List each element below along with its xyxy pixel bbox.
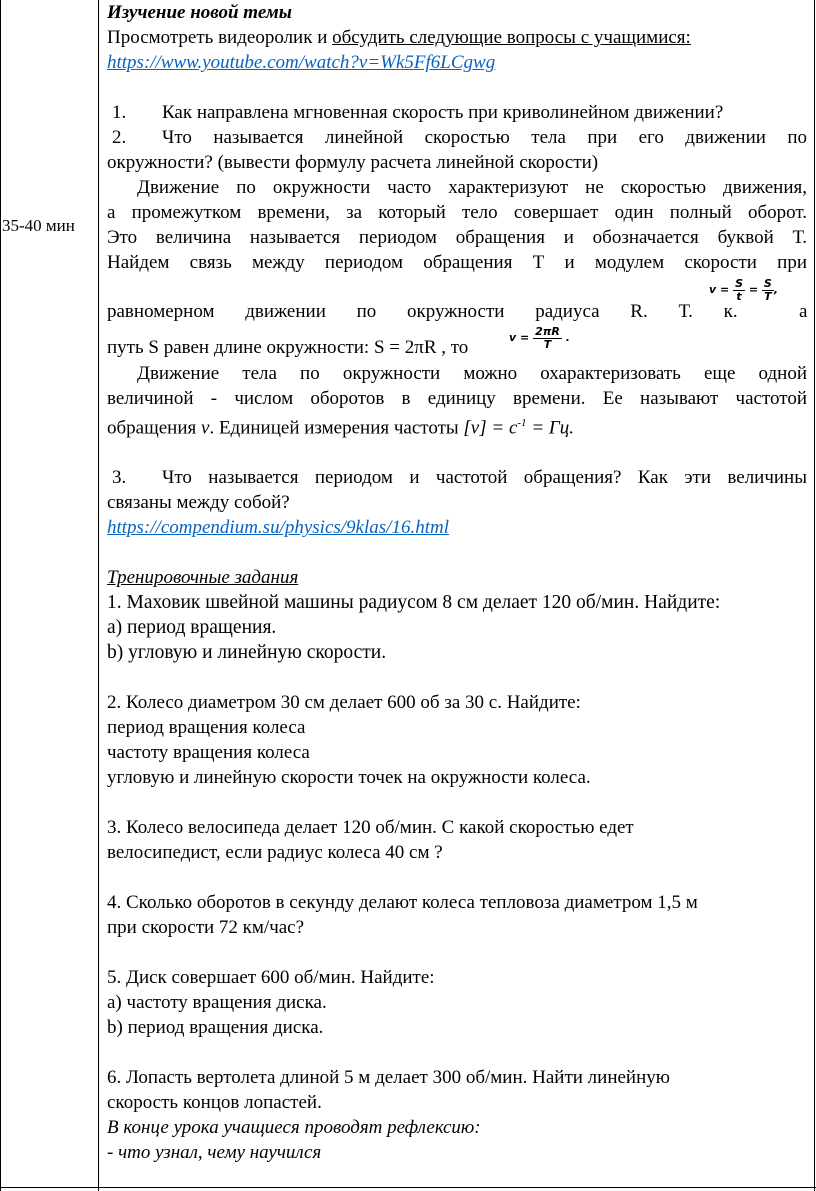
compendium-link[interactable]: https://compendium.su/physics/9klas/16.html (107, 517, 449, 539)
velocity-formula-image: v = $\frac{S}{t}$ = $\frac{S}{T}$ , (709, 276, 779, 303)
task-4: 4. Сколько оборотов в секунду делают колеса тепловоза диаметром 1,5 м (107, 892, 698, 914)
formula-line-2: путь S равен длине окружности: S = 2πR , то v = $\frac{2\pi R}{T}$ . (107, 324, 570, 358)
training-title: Тренировочные задания (107, 567, 299, 589)
task-1-b: b) угловую и линейную скорости. (107, 642, 387, 664)
paragraph-line: Движение тела по окружности можно охарактеризовать еще одной (137, 363, 807, 384)
time-cell: 35-40 мин (2, 216, 75, 235)
intro-line (107, 25, 807, 50)
intro-underlined: обсудить следующие вопросы с учащимися: (332, 27, 691, 48)
task-2-a: период вращения колеса (107, 717, 306, 739)
task-5-a: а) частоту вращения диска. (107, 992, 327, 1014)
reflection-item: - что узнал, чему научился (107, 1142, 322, 1164)
task-1-a: a) период вращения. (107, 617, 277, 639)
paragraph-line: Движение по окружности часто характеризуют не скоростью движения, (137, 177, 807, 198)
table-bottom-border (0, 1187, 816, 1188)
question-3-cont: связаны между собой? (107, 492, 290, 514)
paragraph-line: величиной - числом оборотов в единицу времени. Ее называют частотой (107, 388, 807, 409)
velocity-2pir-formula-image: v = $\frac{2\pi R}{T}$ . (509, 324, 570, 351)
paragraph-line: Найдем связь между периодом обращения Т и модулем скорости при (107, 252, 807, 273)
section-heading: Изучение новой темы (107, 2, 292, 23)
task-2-b: частоту вращения колеса (107, 742, 310, 764)
question-2-cont: окружности? (вывести формулу расчета линейной скорости) (107, 152, 599, 173)
reflection-heading: В конце урока учащиеся проводят рефлексию: (107, 1117, 481, 1139)
question-3: 3. Что называется периодом и частотой обращения? Как эти величины (112, 467, 807, 489)
lesson-content-cell (107, 0, 807, 1165)
paragraph-line: а промежутком времени, за который тело совершает один полный оборот. (107, 202, 807, 223)
frequency-unit-line: обращения ν. Единицей измерения частоты $[\nu] = с^{-1}$ = Гц. (107, 417, 574, 439)
task-2: 2. Колесо диаметром 30 см делает 600 об за 30 с. Найдите: (107, 692, 581, 714)
task-6-cont: скорость концов лопастей. (107, 1092, 322, 1114)
task-4-cont: при скорости 72 км/час? (107, 917, 305, 939)
formula-line-1: равномерном движении по окружности радиуса R. Т. к. v = $\frac{S}{t}$ = $\frac{S}{T}$ , а (107, 276, 808, 322)
table-left-border (0, 0, 1, 1191)
task-3-cont: велосипедист, если радиус колеса 40 см ? (107, 842, 443, 864)
table-column-divider (98, 0, 99, 1191)
question-1: 1. Как направлена мгновенная скорость при криволинейном движении? (112, 102, 724, 123)
task-6: 6. Лопасть вертолета длиной 5 м делает 300 об/мин. Найти линейную (107, 1067, 670, 1089)
youtube-link[interactable]: https://www.youtube.com/watch?v=Wk5Ff6LCgwg (107, 52, 496, 73)
task-5-b: b) период вращения диска. (107, 1017, 324, 1039)
task-1: 1. Маховик швейной машины радиусом 8 см делает 120 об/мин. Найдите: (107, 592, 721, 614)
paragraph-line: Это величина называется периодом обращения и обозначается буквой Т. (107, 227, 807, 248)
question-2: 2. Что называется линейной скоростью тела при его движении по (112, 127, 807, 148)
task-2-c: угловую и линейную скорости точек на окружности колеса. (107, 767, 591, 789)
intro-text: Просмотреть видеоролик и (107, 27, 333, 48)
task-5: 5. Диск совершает 600 об/мин. Найдите: (107, 967, 435, 989)
table-right-border (814, 0, 815, 1191)
task-3: 3. Колесо велосипеда делает 120 об/мин. С какой скоростью едет (107, 817, 634, 839)
